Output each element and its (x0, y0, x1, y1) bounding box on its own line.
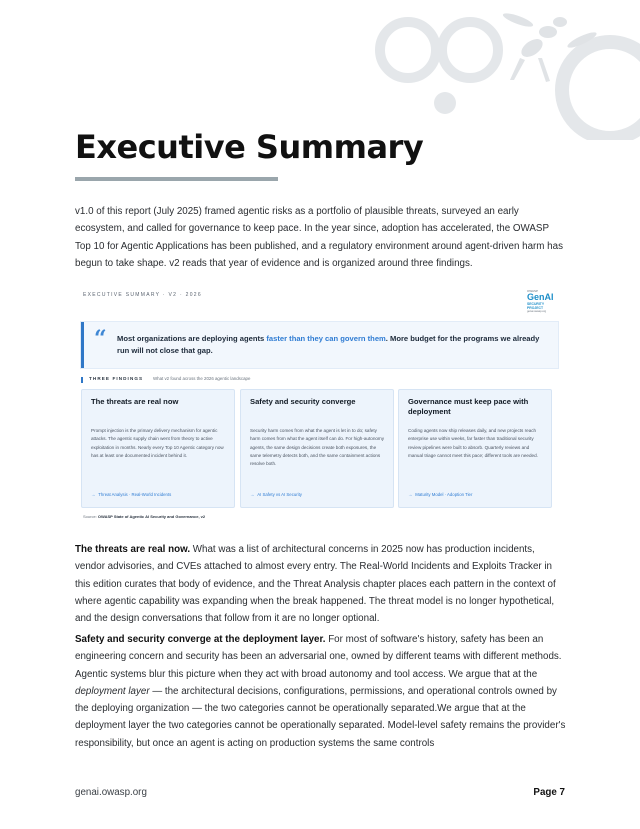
infographic-source: Source: OWASP State of Agentic AI Security and Governance, v2 (83, 514, 206, 519)
finding-card-threats (81, 389, 235, 508)
wasp-logo-icon (502, 11, 599, 82)
finding-card-governance (398, 389, 552, 508)
quote-mark-icon: “ (94, 326, 107, 352)
page-number: Page 7 (533, 787, 565, 798)
logo-url: genai.owasp.org (527, 310, 547, 313)
finding-card-title: Governance must keep pace with deployment (408, 397, 529, 416)
finding-card-link[interactable]: → Maturity Model · Adoption Tier (408, 492, 473, 497)
page-title: Executive Summary (75, 128, 424, 166)
genai-logo (527, 289, 561, 313)
finding-card-link[interactable]: → AI Safety vs AI Security (250, 492, 302, 497)
pull-quote (81, 322, 558, 368)
footer-url[interactable]: genai.owasp.org (75, 787, 147, 798)
finding-card-body: Coding agents now ship releases daily, and new projects reach enterprise use within weeks, far faster than traditional security review pipelines were built to absorb. Quarterly reviews and manual triage cannot meet this pace; different tools are needed. (408, 428, 538, 458)
section-accent-bar (81, 377, 83, 383)
finding-paragraph-safety-security: Safety and security converge at the deployment layer. For most of software's history, safety has been an engineering concern and security has been an adversarial one, owned by different teams with different methods. Agentic systems blur this picture when they act with broad autonomy and tool access. We argue that at the deployment layer — the architectural decisions, configurations, permissions, and operational controls owned by the deploying organization — the two categories cannot be operationally separated.We argue that at the deployment layer the two categories cannot be operationally separated. Model-level safety remains the provider's responsibility, but once an agent is acting on production systems the same controls (75, 634, 566, 749)
paragraph-lead: Safety and security converge at the deployment layer. (75, 634, 326, 645)
finding-card-safety-security (240, 389, 394, 508)
arrow-right-icon: → (91, 492, 96, 497)
decorative-circles-graphic (0, 0, 640, 140)
logo-line1: SECURITY (527, 302, 545, 306)
logo-line2: PROJECT (527, 306, 544, 310)
three-findings-subtitle: What v2 found across the 2026 agentic landscape (153, 376, 251, 381)
pull-quote-highlight: faster than they can govern them (266, 334, 386, 343)
arrow-right-icon: → (250, 492, 255, 497)
title-underline (75, 177, 278, 181)
finding-card-link[interactable]: → Threat Analysis · Real-World Incidents (91, 492, 172, 497)
logo-top-text: OWASP (527, 289, 539, 293)
pull-quote-text: Most organizations are deploying agents faster than they can govern them. More budget for the programs we already run will not close that gap. (117, 334, 540, 355)
finding-card-body: Security harm comes from what the agent is let in to do; safety harm comes from what the agent itself can do. For high-autonomy agents, the same design decisions create both exposures, the same telemetry detects both, and the same containment actions resolve both. (250, 428, 385, 467)
three-findings-label: THREE FINDINGS (89, 376, 144, 381)
arrow-right-icon: → (408, 492, 413, 497)
logo-genai-text: GenAI (527, 292, 554, 302)
finding-card-body: Prompt injection is the primary delivery mechanism for agentic attacks. The agentic supply chain went from theory to active exploitation in months. Nearly every Top 10 Agentic category now has at least one documented incident behind it. (91, 428, 224, 458)
italic-term: deployment layer (75, 685, 150, 697)
finding-card-title: Safety and security converge (250, 397, 356, 406)
paragraph-lead: The threats are real now. (75, 544, 191, 555)
intro-paragraph: v1.0 of this report (July 2025) framed agentic risks as a portfolio of plausible threats, surveyed an early ecosystem, and called for governance to keep pace. In the year since, adoption has accelerated, the OWASP Top 10 for Agentic Applications has been published, and a regulatory environment around agent-driven harm has begun to take shape. v2 reads that year of evidence and is organized around three findings. (75, 206, 563, 269)
finding-paragraph-threats: The threats are real now. What was a list of architectural concerns in 2025 now has production incidents, vendor advisories, and CVEs attached to almost every entry. The Real-World Incidents and Exploits Tracker in this edition curates that body of evidence, and the Threat Analysis chapter places each pattern in the context of where agentic capability was expanding when the break happened. The threat model is no longer hypothetical, and the design conversations that follow from it are no longer optional. (75, 544, 556, 625)
finding-card-title: The threats are real now (91, 397, 179, 406)
infographic-header: EXECUTIVE SUMMARY · V2 · 2026 (83, 292, 202, 298)
executive-summary-infographic (75, 285, 567, 527)
